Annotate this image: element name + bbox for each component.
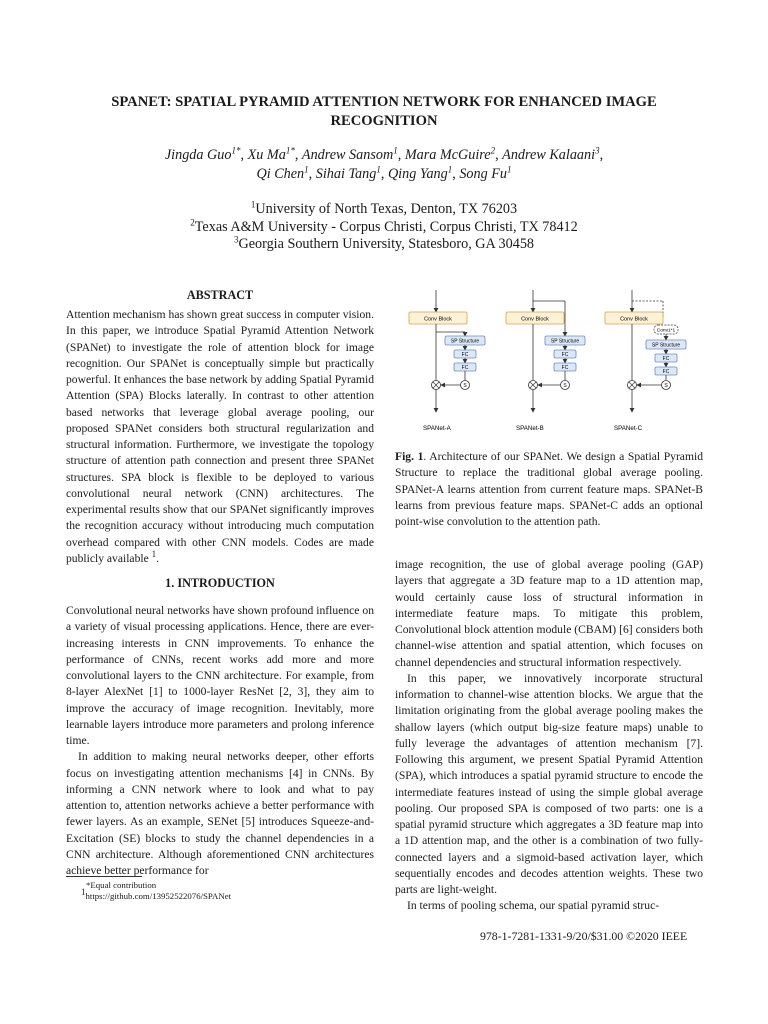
- abstract-heading: ABSTRACT: [186, 288, 254, 302]
- copyright-line: 978-1-7281-1331-9/20/$31.00 ©2020 IEEE: [480, 929, 688, 943]
- footnote-code-url: $^1$https://github.com/13952522076/SPANet: [81, 887, 232, 901]
- figure-caption-text: . Architecture of our SPANet. We design a Spatial Pyramid Structure to replace the traditional global average pooling. SPANet-A learns attention from current feature maps. SPANet-B learns from previous feature maps. SPANet-C adds an optional point-wise convolution to the attention path.: [395, 450, 703, 528]
- author-line-1: [40, 146, 728, 165]
- spanet-b-diagram: [506, 290, 585, 432]
- figure-caption: [395, 449, 703, 530]
- author-line-2: [40, 165, 728, 184]
- title-line-2: RECOGNITION: [330, 113, 438, 129]
- introduction-heading: 1. INTRODUCTION: [165, 576, 275, 590]
- conv1x1-label: Conv1*1: [656, 328, 676, 334]
- author-list: [40, 146, 728, 183]
- fc-label: FC: [561, 352, 569, 358]
- conv-block-label: Conv Block: [424, 316, 452, 323]
- spanet-a-diagram: [409, 290, 485, 432]
- sp-structure-label: SP Structure: [450, 338, 480, 345]
- spanet-architecture-diagram: [395, 288, 711, 438]
- conv-block-label: Conv Block: [521, 316, 549, 323]
- sigmoid-label: S: [463, 383, 467, 389]
- affiliation-list: [40, 201, 728, 254]
- author: Mara McGuire$^2$,: [404, 145, 503, 163]
- fc-label: FC: [561, 365, 569, 371]
- affiliation: $^3$Georgia Southern University, Statesboro, GA 30458: [233, 234, 535, 252]
- affiliation: $^1$University of North Texas, Denton, TX 76203: [250, 199, 518, 217]
- footnote-mark: 1: [151, 548, 157, 559]
- body-paragraph-3: In terms of pooling schema, our spatial pyramid struc-: [407, 899, 660, 913]
- fc-label: FC: [662, 356, 670, 362]
- intro-paragraph-2: In addition to making neural networks deeper, other efforts focus on investigating attention mechanisms [4] in CNNs. By informing a CNN network where to look and what to pay attention to, attention networks achieve a better performance with fewer layers. As an example, SENet [5] introduces Squeeze-and-Excitation (SE) blocks to study the channel dependencies in a CNN architecture. Although aforementioned CNN architectures achieve better performance for: [66, 750, 374, 877]
- spanet-a-label: SPANet-A: [423, 425, 451, 432]
- abstract-body: [66, 307, 374, 567]
- right-column-body: [395, 557, 703, 915]
- fc-label: FC: [461, 352, 469, 358]
- sigmoid-label: S: [664, 383, 668, 389]
- author: Andrew Sansom$^1$,: [301, 145, 405, 163]
- author: Xu $Ma^{1*}$,: [247, 145, 302, 163]
- author: Song Fu$^1$: [459, 163, 512, 182]
- paper-title: [60, 93, 708, 131]
- body-paragraph-2: In this paper, we innovatively incorporate structural information to channel-wise attention blocks. We argue that the limitation originating from the global average pooling makes the shallow layers (which output big-size feature maps) unable to fully leverage the advantages of attention mechanism [7]. Following this argument, we present Spatial Pyramid Attention (SPA), which introduces a spatial pyramid structure to encode the intermediate features instead of using the simple global average pooling. Our proposed SPA is composed of two parts: one is a spatial pyramid structure which aggregates a 3D feature map into a 1D attention map, and the other is a combination of two fully-connected layers and a sigmoid-based activation layer, which sequentially encodes and decodes attention weights. These two parts are light-weight.: [395, 671, 703, 896]
- intro-paragraph-1: Convolutional neural networks have shown profound influence on a variety of visual processing applications. Hence, there are ever-increasing interests in CNN improvements. To enhance the performance of CNNs, recent works add more and more convolutional layers to the CNN architecture. For example, from 8-layer AlexNet [1] to 1000-layer ResNet [2, 3], they aim to improve the accuracy of image recognition. Inevitably, more learnable layers introduce more parameters and prolong inference time.: [66, 604, 374, 747]
- spanet-c-label: SPANet-C: [614, 425, 643, 432]
- sp-structure-label: SP Structure: [550, 338, 580, 345]
- sp-structure-label: SP Structure: [651, 342, 681, 349]
- title-line-1: SPANET: SPATIAL PYRAMID ATTENTION NETWORK FOR ENHANCED IMAGE: [111, 94, 657, 110]
- spanet-c-diagram: [605, 290, 686, 432]
- introduction-body: [66, 603, 374, 879]
- architecture-figure: [395, 288, 711, 438]
- spanet-b-label: SPANet-B: [516, 425, 544, 432]
- fc-label: FC: [662, 369, 670, 375]
- affiliation: $^2$Texas A&M University - Corpus Christi, Corpus Christi, TX 78412: [190, 216, 578, 235]
- author: Andrew Kalaani$^3$,: [502, 145, 604, 163]
- footnote-rule: [66, 876, 142, 877]
- fc-label: FC: [461, 365, 469, 371]
- author: Sihai Tang$^1$,: [315, 163, 388, 182]
- sigmoid-label: S: [563, 383, 567, 389]
- author: Qing Yang$^1$,: [387, 163, 460, 182]
- conv-block-label: Conv Block: [620, 316, 648, 323]
- author: Qi Chen$^1$,: [256, 163, 316, 182]
- author: Jingda Guo$^{1*}$,: [164, 145, 248, 163]
- abstract-paragraph: Attention mechanism has shown great success in computer vision. In this paper, we introduce Spatial Pyramid Attention Network (SPANet) to investigate the role of attention block for image recognition. Our SPANet is conceptually simple but practically powerful. It enhances the base network by adding Spatial Pyramid Attention (SPA) Blocks laterally. In contrast to other attention based networks that leverage global average pooling, our proposed SPANet considers both structural regularization and structural information. Furthermore, we investigate the topology structure of attention path connection and present three SPANet structures. SPA block is flexible to be deployed to various convolutional neural network (CNN) architectures. The experimental results show that our SPANet significantly improves the recognition accuracy without introducing much computation overhead compared with other CNN models. Codes are made publicly available $^1$.: [66, 308, 374, 565]
- body-paragraph-1: image recognition, the use of global average pooling (GAP) layers that aggregate a 3D feature map to a 1D attention map, would certainly cause loss of structural information in intermediate feature maps. To mitigate this problem, Convolutional block attention module (CBAM) [6] considers both channel-wise attention and spatial attention, which focuses on channel dependencies and structural information respectively.: [395, 558, 703, 669]
- figure-caption-label: Fig. 1: [395, 450, 424, 463]
- footnote-equal-contribution: *Equal contribution: [86, 880, 157, 890]
